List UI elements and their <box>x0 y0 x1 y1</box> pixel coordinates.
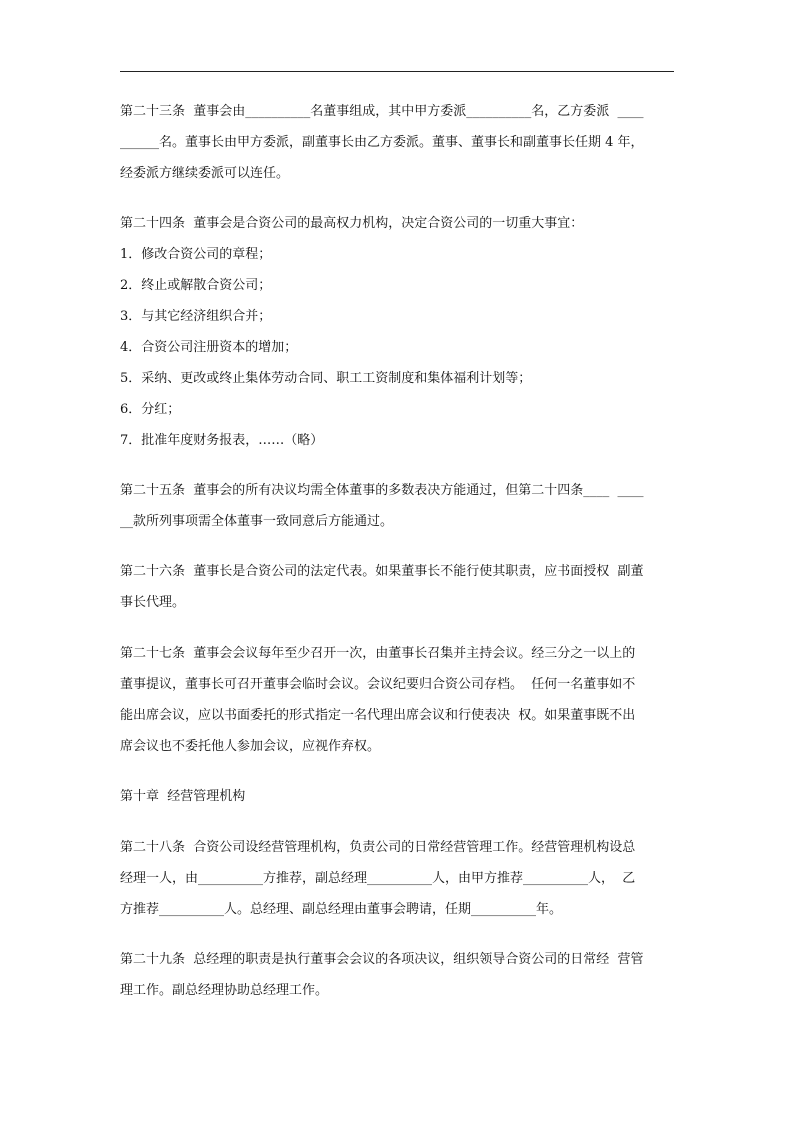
article-28-line-1: 第二十八条 合资公司设经营管理机构，负责公司的日常经营管理工作。经营管理机构设总 <box>120 840 636 855</box>
article-23-line-3: 经委派方继续委派可以连任。 <box>120 166 290 181</box>
article-25-line-2: __款所列事项需全体董事一致同意后方能通过。 <box>120 514 394 529</box>
list-item: 7．批准年度财务报表，……（略） <box>120 433 324 448</box>
article-27-line-3: 能出席会议，应以书面委托的形式指定一名代理出席会议和行使表决 权。如果董事既不出 <box>120 708 636 723</box>
article-24-intro: 第二十四条 董事会是合资公司的最高权力机构，决定合资公司的一切重大事宜： <box>120 216 584 231</box>
article-28-line-2: 经理一人，由__________方推荐，副总经理__________人，由甲方推荐__________人， 乙 <box>120 871 636 886</box>
article-28-line-3: 方推荐__________人。总经理、副总经理由董事会聘请，任期__________年。 <box>120 902 563 917</box>
list-item: 3．与其它经济组织合并； <box>120 309 272 324</box>
article-25-line-1: 第二十五条 董事会的所有决议均需全体董事的多数表决方能通过，但第二十四条____ ____ <box>120 483 644 498</box>
article-26-line-1: 第二十六条 董事长是合资公司的法定代表。如果董事长不能行使其职责，应书面授权 副董 <box>120 564 644 579</box>
list-item: 5．采纳、更改或终止集体劳动合同、职工工资制度和集体福利计划等； <box>120 371 532 386</box>
chapter-heading: 第十章 经营管理机构 <box>120 789 246 804</box>
list-item: 6．分红； <box>120 402 181 417</box>
list-item: 1．修改合资公司的章程； <box>120 247 272 262</box>
article-29-line-2: 理工作。副总经理协助总经理工作。 <box>120 983 329 998</box>
article-26-line-2: 事长代理。 <box>120 595 186 610</box>
list-item: 4．合资公司注册资本的增加； <box>120 340 298 355</box>
header-rule <box>120 71 674 72</box>
article-23-line-2: ______名。董事长由甲方委派，副董事长由乙方委派。董事、董事长和副董事长任期 4 年， <box>120 135 644 150</box>
list-item: 2．终止或解散合资公司； <box>120 278 272 293</box>
article-27-line-2: 董事提议，董事长可召开董事会临时会议。会议纪要归合资公司存档。 任何一名董事如不 <box>120 677 636 692</box>
article-27-line-1: 第二十七条 董事会会议每年至少召开一次，由董事长召集并主持会议。经三分之一以上的 <box>120 646 636 661</box>
article-27-line-4: 席会议也不委托他人参加会议，应视作弃权。 <box>120 739 381 754</box>
article-29-line-1: 第二十九条 总经理的职责是执行董事会会议的各项决议，组织领导合资公司的日常经 营管 <box>120 952 644 967</box>
article-23-line-1: 第二十三条 董事会由__________名董事组成，其中甲方委派__________名，乙方委派 ____ <box>120 104 644 119</box>
